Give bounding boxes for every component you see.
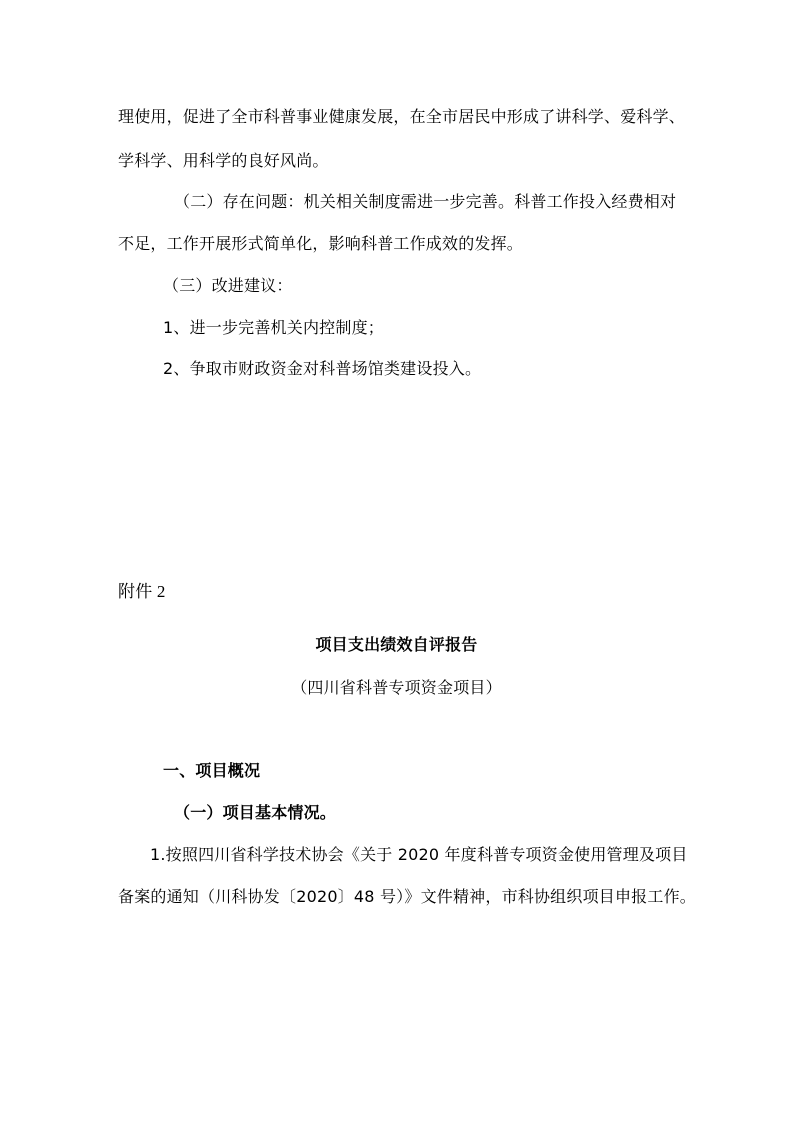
paragraph-line: 学科学、用科学的良好风尚。	[118, 151, 329, 170]
report-subtitle: （四川省科普专项资金项目）	[291, 678, 502, 697]
body-line: 备案的通知（川科协发〔2020〕48 号）》文件精神，市科协组织项目申报工作。	[118, 887, 696, 906]
paragraph-line: 理使用，促进了全市科普事业健康发展，在全市居民中形成了讲科学、爱科学、	[118, 107, 686, 126]
problems-line: （二）存在问题：机关相关制度需进一步完善。科普工作投入经费相对	[174, 192, 677, 211]
annex-label: 附件 2	[118, 582, 166, 601]
problems-line: 不足，工作开展形式简单化，影响科普工作成效的发挥。	[118, 234, 524, 253]
subsection-heading: （一）项目基本情况。	[174, 803, 337, 822]
report-title: 项目支出绩效自评报告	[315, 635, 478, 654]
section-heading: 一、项目概况	[163, 761, 261, 780]
suggestion-item: 2、争取市财政资金对科普场馆类建设投入。	[163, 359, 482, 378]
suggestion-item: 1、进一步完善机关内控制度；	[163, 318, 384, 337]
suggestions-heading: （三）改进建议：	[163, 276, 293, 295]
body-line: 1.按照四川省科学技术协会《关于 2020 年度科普专项资金使用管理及项目	[150, 845, 688, 864]
